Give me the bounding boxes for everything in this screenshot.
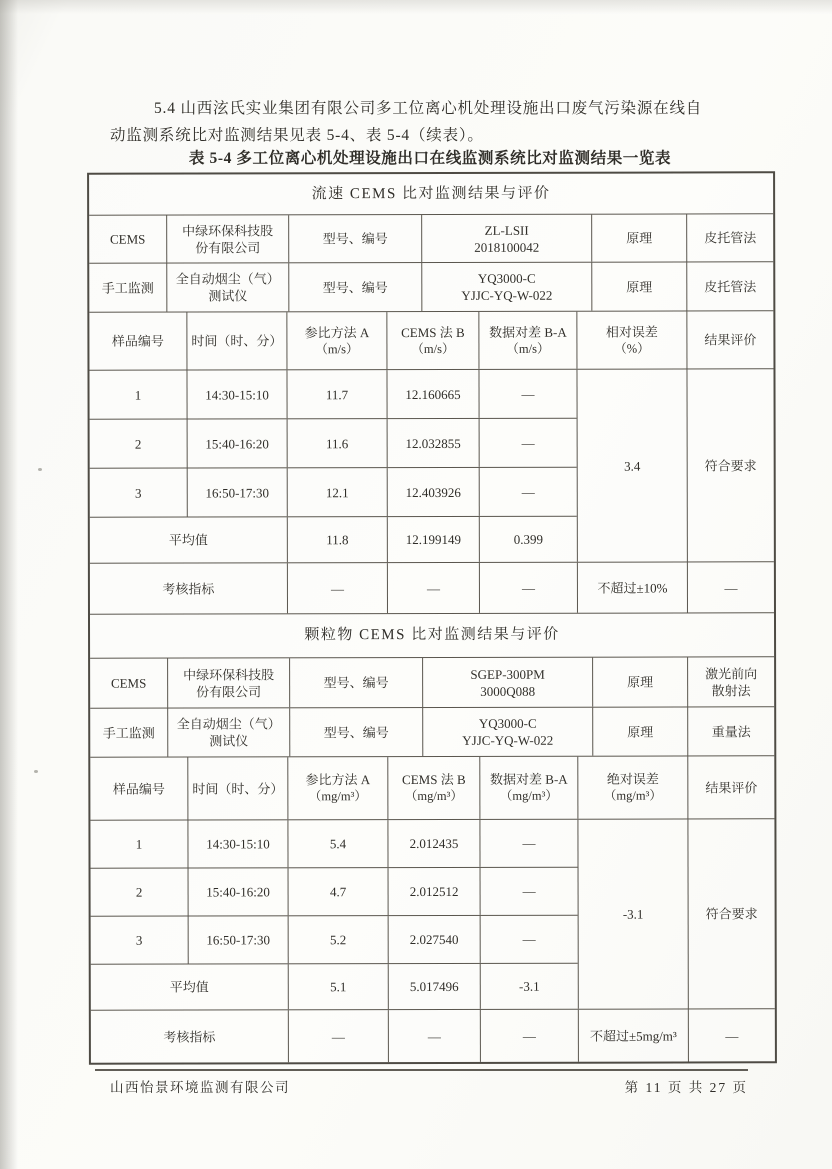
cell-sample-no: 2 xyxy=(135,884,143,900)
cell-reference: 11.7 xyxy=(286,370,386,418)
dust-table-header-row xyxy=(90,755,774,819)
col-header-diff xyxy=(478,312,576,369)
equip-device: 全自动烟尘（气） 测试仪 xyxy=(166,263,288,311)
intro-line-2: 动监测系统比对监测结果见表 5-4、表 5-4（续表）。 xyxy=(110,127,484,144)
cell-average-diff: 0.399 xyxy=(479,517,577,562)
cell-cems: 12.403926 xyxy=(387,468,479,516)
cell-sample-no: 1 xyxy=(134,387,142,403)
cell-assess-label: 考核指标 xyxy=(162,580,215,597)
cell-reference: 12.1 xyxy=(287,468,387,516)
equip-device: 全自动烟尘（气） 测试仪 xyxy=(167,708,289,756)
cell-average-reference: 11.8 xyxy=(287,517,387,562)
cell-reference: 4.7 xyxy=(288,868,388,915)
col-header-evaluation: 结果评价 xyxy=(687,756,774,818)
col-header-error-unit: （mg/m³） xyxy=(603,788,662,803)
col-header-reference xyxy=(287,757,387,819)
equip-principle-label: 原理 xyxy=(591,262,686,310)
cell-sample-no: 3 xyxy=(135,932,143,948)
cell-average-reference: 5.1 xyxy=(288,964,388,1009)
equip-principle-label: 原理 xyxy=(591,214,686,261)
col-header-reference xyxy=(286,312,386,369)
col-header-error-name: 相对误差 xyxy=(605,324,658,340)
cell-assess-reference: — xyxy=(287,563,387,613)
cell-time: 15:40-16:20 xyxy=(188,868,288,915)
cell-time: 14:30-15:10 xyxy=(186,370,286,418)
cell-reference: 5.4 xyxy=(287,820,387,867)
footer-page-number: 第 11 页 共 27 页 xyxy=(624,1080,748,1095)
flow-table-header-row xyxy=(89,310,773,369)
col-header-reference-unit: （m/s） xyxy=(315,341,359,356)
cell-average-diff: -3.1 xyxy=(480,964,578,1009)
cell-time: 16:50-17:30 xyxy=(188,916,288,963)
col-header-diff-name: 数据对差 B-A xyxy=(489,324,567,340)
equip-principle-value: 皮托管法 xyxy=(686,262,773,310)
sample-row xyxy=(90,418,577,468)
col-header-sample-no: 样品编号 xyxy=(111,333,164,349)
cell-assess-reference: — xyxy=(288,1010,388,1062)
cell-time: 16:50-17:30 xyxy=(187,468,287,516)
equip-model-value: YQ3000-C YJJC-YQ-W-022 xyxy=(422,708,592,756)
intro-paragraph xyxy=(110,95,738,149)
cell-diff: — xyxy=(480,868,578,915)
col-header-sample-no: 样品编号 xyxy=(112,781,165,797)
cell-assess-evaluation: — xyxy=(687,562,774,612)
col-header-error-unit: （%） xyxy=(614,341,650,356)
cell-assess-diff: — xyxy=(479,563,577,613)
col-header-error xyxy=(576,311,686,368)
equip-principle-value: 激光前向 散射法 xyxy=(687,657,774,706)
sample-row xyxy=(91,915,578,964)
equip-principle-value: 重量法 xyxy=(687,707,774,755)
dust-equipment-row-cems xyxy=(90,656,774,707)
cell-average-label: 平均值 xyxy=(169,979,209,995)
equip-model-label: 型号、编号 xyxy=(288,263,421,311)
col-header-cems-name: CEMS 法 B xyxy=(401,324,465,340)
flow-equipment-row-manual xyxy=(89,261,773,311)
col-header-reference-name: 参比方法 A xyxy=(305,772,371,788)
col-header-time: 时间（时、分） xyxy=(187,757,287,819)
average-row xyxy=(91,963,578,1010)
flow-body-row xyxy=(89,368,773,562)
cell-sample-no: 1 xyxy=(135,836,143,852)
col-header-cems-unit: （mg/m³） xyxy=(404,788,463,804)
sample-row xyxy=(90,467,577,517)
col-header-diff xyxy=(479,757,577,819)
col-header-cems-unit: （m/s） xyxy=(411,341,455,356)
cell-reference: 11.6 xyxy=(287,419,387,467)
sample-row xyxy=(89,370,576,419)
flow-equipment-row-cems xyxy=(89,213,773,262)
scan-edge-left xyxy=(0,0,18,1169)
equip-type: 手工监测 xyxy=(102,725,155,741)
cell-diff: — xyxy=(479,468,577,516)
flow-section-title-row xyxy=(89,173,773,214)
cell-time: 15:40-16:20 xyxy=(187,419,287,467)
col-header-cems xyxy=(386,312,478,369)
equip-device: 中绿环保科技股 份有限公司 xyxy=(166,215,288,262)
cell-assess-cems: — xyxy=(387,563,479,613)
comparison-table xyxy=(87,171,777,1064)
cell-cems: 2.012512 xyxy=(388,868,480,915)
equip-device: 中绿环保科技股 份有限公司 xyxy=(167,658,289,707)
col-header-evaluation: 结果评价 xyxy=(686,311,773,368)
cell-assess-cems: — xyxy=(388,1010,480,1062)
cell-cems: 12.160665 xyxy=(386,370,478,418)
equip-model-label: 型号、编号 xyxy=(289,708,422,756)
cell-absolute-error-merged: -3.1 xyxy=(577,819,687,1008)
equip-type: 手工监测 xyxy=(101,280,154,296)
cell-assess-label: 考核指标 xyxy=(163,1028,216,1045)
col-header-reference-name: 参比方法 A xyxy=(304,324,370,340)
cell-diff: — xyxy=(480,916,578,963)
dust-equipment-row-manual xyxy=(90,706,774,756)
col-header-diff-unit: （mg/m³） xyxy=(499,788,558,803)
cell-assess-evaluation: — xyxy=(688,1009,775,1061)
cell-diff: — xyxy=(479,820,577,867)
col-header-diff-unit: （m/s） xyxy=(506,341,550,356)
table-title: 表 5-4 多工位离心机处理设施出口在线监测系统比对监测结果一览表 xyxy=(188,150,672,167)
cell-assess-limit: 不超过±5mg/m³ xyxy=(578,1009,688,1061)
footer-company: 山西怡景环境监测有限公司 xyxy=(110,1080,290,1095)
cell-cems: 12.032855 xyxy=(387,419,479,467)
equip-type: CEMS xyxy=(110,675,147,691)
footer-rule xyxy=(95,1069,748,1071)
equip-model-value: ZL-LSII 2018100042 xyxy=(421,215,591,262)
flow-sample-block xyxy=(89,370,576,563)
sample-row xyxy=(91,867,578,916)
col-header-error-name: 绝对误差 xyxy=(606,771,659,787)
col-header-reference-unit: （mg/m³） xyxy=(308,789,367,804)
cell-sample-no: 2 xyxy=(134,436,142,452)
equip-principle-label: 原理 xyxy=(592,707,687,755)
cell-diff: — xyxy=(479,419,577,467)
equip-principle-label: 原理 xyxy=(592,657,687,706)
col-header-error xyxy=(577,756,687,818)
cell-cems: 2.012435 xyxy=(387,820,479,867)
equip-type: CEMS xyxy=(109,231,146,247)
sample-row xyxy=(90,820,577,868)
cell-sample-no: 3 xyxy=(134,485,142,501)
scan-speck xyxy=(34,770,38,773)
dust-sample-block xyxy=(90,820,577,1010)
cell-diff: — xyxy=(478,370,576,418)
cell-cems: 2.027540 xyxy=(388,916,480,963)
cell-relative-error-merged: 3.4 xyxy=(576,369,686,561)
equip-model-label: 型号、编号 xyxy=(288,215,421,262)
flow-section-title: 流速 CEMS 比对监测结果与评价 xyxy=(311,185,551,202)
col-header-cems xyxy=(387,757,479,819)
dust-assessment-row xyxy=(91,1008,775,1062)
col-header-cems-name: CEMS 法 B xyxy=(402,771,466,788)
scan-speck xyxy=(38,468,42,471)
intro-line-1: 5.4 山西泫氏实业集团有限公司多工位离心机处理设施出口废气污染源在线自 xyxy=(154,100,703,117)
col-header-time: 时间（时、分） xyxy=(186,312,286,369)
equip-principle-value: 皮托管法 xyxy=(686,214,773,261)
col-header-diff-name: 数据对差 B-A xyxy=(489,771,568,787)
flow-assessment-row xyxy=(90,561,774,613)
equip-model-label: 型号、编号 xyxy=(289,658,422,707)
dust-body-row xyxy=(90,818,774,1009)
cell-evaluation-merged: 符合要求 xyxy=(687,819,774,1008)
cell-time: 14:30-15:10 xyxy=(187,820,287,867)
cell-assess-limit: 不超过±10% xyxy=(577,562,687,612)
equip-model-value: YQ3000-C YJJC-YQ-W-022 xyxy=(421,263,591,311)
cell-average-cems: 5.017496 xyxy=(388,964,480,1009)
average-row xyxy=(90,516,577,563)
equip-model-value: SGEP-300PM 3000Q088 xyxy=(422,658,592,707)
cell-average-cems: 12.199149 xyxy=(387,517,479,562)
cell-evaluation-merged: 符合要求 xyxy=(686,369,773,561)
cell-reference: 5.2 xyxy=(288,916,388,963)
cell-average-label: 平均值 xyxy=(168,532,208,548)
cell-assess-diff: — xyxy=(480,1010,578,1062)
dust-section-title-row xyxy=(90,612,774,657)
scan-edge-top xyxy=(0,0,832,14)
dust-section-title: 颗粒物 CEMS 比对监测结果与评价 xyxy=(304,626,560,644)
